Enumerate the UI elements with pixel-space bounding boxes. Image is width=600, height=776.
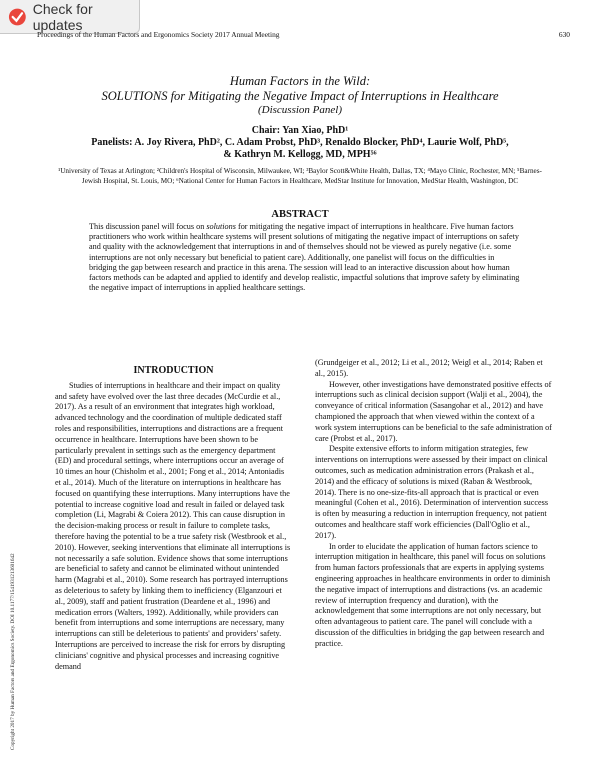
copyright-side-note: Copyright 2017 by Human Factors and Ergonomics Society. DOI 10.1177/1541931213601642 (10, 553, 16, 750)
panelists-line-2: & Kathryn M. Kellogg, MD, MPH⁵⁶ (223, 149, 377, 160)
introduction-heading: INTRODUCTION (133, 365, 214, 376)
title-line-1: Human Factors in the Wild: (229, 74, 371, 88)
page-number: 630 (558, 30, 570, 39)
proceedings-title: Proceedings of the Human Factors and Ergonomics Society 2017 Annual Meeting (37, 30, 280, 39)
abstract-text-before: This discussion panel will focus on (89, 222, 207, 231)
check-for-updates-badge[interactable] (0, 0, 140, 34)
abstract-text-after: for mitigating the negative impact of interruptions in healthcare. Five human factors practitioners who work within healthcare systems will present solutions of mitigating the negative impact of interruptions on safety and quality with the acknowledgement that interruptions in and of themselves should not be viewed as purely negative (i.e. some interruptions are not only necessary but beneficial to patient care). Additionally, one panelist will focus on the difficulties in bridging the gap between research and practice in this arena. The session will lead to an interactive discussion about how human factors methods can be adapted and applied to identify and develop realistic, impactful solutions that improve safety by eliminating the negative impact of interruptions in applied healthcare settings. (89, 222, 520, 293)
title-line-3: (Discussion Panel) (257, 104, 342, 116)
intro-paragraph-4: In order to elucidate the application of human factors science to interruption mitigation in healthcare, this panel will focus on solutions from human factors professionals that are experts in applying systems engineering approaches in healthcare environments in order to diminish the negative impact of interruptions and distractions (vs. an academic review of interruption frequency and duration), with the acknowledgement that some interruptions are not only necessary, but often advantageous to patient care. The panel will conclude with a discussion of the difficulties in bridging the gap between research and practice. (315, 541, 551, 648)
affiliations: ¹University of Texas at Arlington; ²Children's Hospital of Wisconsin, Milwaukee, WI; ³Baylor Scott&White Health, Dallas, TX; ⁴Mayo Clinic, Rochester, MN; ⁵Barnes-Jewish Hospital, St. Louis, MO; ⁶National Center for Human Factors in Healthcare, MedStar Institute for Innovation, MedStar Health, Washington, DC (58, 167, 542, 185)
running-header (37, 30, 570, 39)
left-column (55, 366, 292, 672)
chair: Chair: Yan Xiao, PhD¹ (251, 125, 349, 136)
check-updates-icon (8, 7, 27, 27)
abstract-body (89, 222, 522, 293)
intro-paragraph-3: Despite extensive efforts to inform mitigation strategies, few interventions on interruptions were assessed by their impact on clinical outcomes, such as medication administration errors (Prakash et al., 2014) and the efficacy of solutions is mixed (Raban & Westbrook, 2014). There is no one-size-fits-all approach that is practical or even meaningful (Cohen et al., 2016). Determination of intervention success is often by measuring a reduction in interruption frequency, not patient outcomes and healthcare staff work efficiencies (Dall'Oglio et al., 2017). (315, 444, 549, 540)
intro-paragraph-2: However, other investigations have demonstrated positive effects of interruptions such as clinical decision support (Walji et al., 2004), the conveyance of critical information (Sasangohar et al., 2012) and have championed the approach that when viewed within the context of a work system interruptions can be beneficial to the safe administration of care (Probst et al., 2017). (315, 379, 552, 443)
abstract-text-emph: solutions (206, 222, 236, 231)
right-column (315, 358, 552, 650)
title-line-2: SOLUTIONS for Mitigating the Negative Impact of Interruptions in Healthcare (101, 89, 499, 103)
abstract-heading: ABSTRACT (271, 209, 329, 220)
panelists-line-1: Panelists: A. Joy Rivera, PhD², C. Adam Probst, PhD³, Renaldo Blocker, PhD⁴, Laurie Wolf, PhD⁵, (91, 137, 509, 148)
intro-paragraph-continued: (Grundgeiger et al., 2012; Li et al., 2012; Weigl et al., 2014; Raben et al., 2015). (315, 358, 543, 378)
badge-label: Check for updates (32, 0, 93, 33)
title-block (40, 74, 560, 161)
intro-paragraph-1: Studies of interruptions in healthcare and their impact on quality and safety have evolved over the last three decades (McCurdie et al., 2017). As a result of an environment that integrates high workload, advanced technology and the coordination of multiple dedicated staff roles and responsibilities, interruptions and distractions are a frequent occurrence in healthcare. Interruptions have been shown to be particularly prevalent in settings such as the emergency department (ED) and procedural settings, where interruptions occur an average of 10 times an hour (Chisholm et al., 2001; Fong et al., 2014; Antoniadis et al., 2014). Much of the literature on interruptions in healthcare has focused on quantifying these interruptions. Many interruptions have the potential to increase cognitive load and result in failed or delayed task completion (Li, Magrabi & Coiera 2012). This can cause disruption in the decision-making process or result in failure to complete tasks, therefore having the potential to be a true safety risk (Westbrook et al., 2010). However, seeking interventions that eliminate all interruptions is not necessarily a safe solution. Evidence shows that some interruptions are beneficial to safety and cannot be eliminated without unintended harm (Magrabi et al., 2010). Some research has portrayed interruptions as deleterious to safety by linking them to inefficiency (Elganzouri et al., 2009), staff and patient frustration (Deardene et al., 1996) and medication errors (Walters, 1992). Additionally, while providers can benefit from interruptions and some interruptions are necessary, many interruptions can still be deleterious to patients' and providers' safety. Interruptions are perceived to increase the risk for errors by disrupting clinicians' cognitive and physical processes and increasing cognitive demand (55, 380, 291, 671)
